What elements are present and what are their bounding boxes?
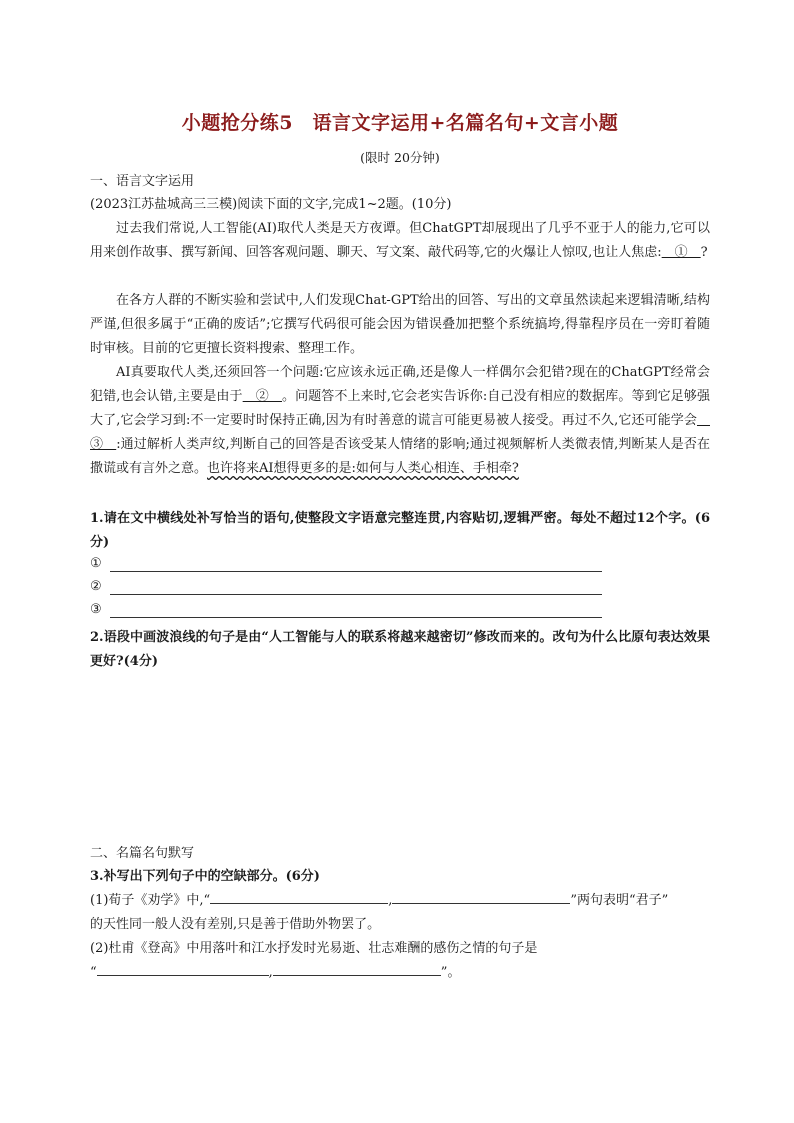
answer-label-2: ②: [90, 579, 102, 594]
paragraph-3: [90, 361, 710, 481]
question-3-1-cont: 的天性同一般人没有差别,只是善于借助外物罢了。: [90, 917, 381, 932]
blank-2: ②: [242, 389, 282, 404]
fill-blank-1[interactable]: [210, 889, 388, 904]
section1-heading: 一、语言文字运用: [90, 174, 195, 189]
blank-3: ③: [90, 413, 710, 452]
q3-2-open-quote: “: [90, 965, 97, 980]
q3-1-prefix: (1)荀子《劝学》中,“: [90, 893, 211, 908]
q3-1-sep: ,: [388, 893, 393, 908]
p1-end: ?: [700, 245, 708, 260]
answer-line-1[interactable]: [90, 556, 602, 578]
paragraph-1: [90, 217, 710, 265]
fill-blank-2[interactable]: [392, 889, 570, 904]
q3-1-suffix: ”两句表明“君子”: [570, 893, 669, 908]
page-title: 小题抢分练5 语言文字运用+名篇名句+文言小题: [181, 112, 619, 134]
section2-heading: 二、名篇名句默写: [90, 846, 195, 861]
p3-text-b: 。问题答不上来时,它会老实告诉你:自己没有相应的数据库。等到它足够强大了,它会学习到:不一定要时时保持正确,因为有时善意的谎言可能更易被人接受。再过不久,它还可能学会: [90, 389, 711, 428]
q3-2-close-quote: ”。: [440, 965, 461, 980]
question-3-2-blanks: [90, 961, 460, 985]
p3-text-a: AI真要取代人类,还须回答一个问题:它应该永远正确,还是像人一样偶尔会犯错?现在的ChatGPT经常会犯错,也会认错,主要是由于: [90, 365, 710, 404]
fill-blank-4[interactable]: [273, 961, 441, 976]
question-3-2: (2)杜甫《登高》中用落叶和江水抒发时光易逝、壮志难酬的感伤之情的句子是: [90, 941, 538, 956]
q3-2-sep: ,: [268, 965, 273, 980]
blank-1: ①: [661, 245, 701, 260]
wavy-sentence: 也许将来AI想得更多的是:如何与人类心相连、手相牵?: [207, 461, 519, 476]
answer-line-3[interactable]: [90, 602, 602, 624]
question-1: 1.请在文中横线处补写恰当的语句,使整段文字语意完整连贯,内容贴切,逻辑严密。每处不超过12个字。(6分): [90, 511, 710, 550]
question-3: 3.补写出下列句子中的空缺部分。(6分): [90, 869, 320, 884]
question-3-1: [90, 889, 710, 913]
paragraph-2: 在各方人群的不断实验和尝试中,人们发现Chat-GPT给出的回答、写出的文章虽然读起来逻辑清晰,结构严谨,但很多属于“正确的废话”;它撰写代码很可能会因为错误叠加把整个系统搞垮,得靠程序员在一旁盯着随时审核。目前的它更擅长资料搜索、整理工作。: [90, 293, 710, 356]
answer-label-1: ①: [90, 556, 102, 571]
answer-label-3: ③: [90, 602, 102, 617]
fill-blank-3[interactable]: [97, 961, 269, 976]
p1-text: 过去我们常说,人工智能(AI)取代人类是天方夜谭。但ChatGPT却展现出了几乎不亚于人的能力,它可以用来创作故事、撰写新闻、回答客观问题、聊天、写文案、敲代码等,它的火爆让人惊叹,也让人焦虑:: [90, 221, 710, 260]
question-2: 2.语段中画波浪线的句子是由“人工智能与人的联系将越来越密切”修改而来的。改句为什么比原句表达效果更好?(4分): [90, 630, 710, 669]
p3-text-c: :通过解析人类声纹,判断自己的回答是否该受某人情绪的影响;通过视频解析人类微表情,判断某人是否在撒谎或有言外之意。: [90, 437, 710, 476]
section1-source: (2023江苏盐城高三三模)阅读下面的文字,完成1~2题。(10分): [90, 197, 452, 212]
answer-line-2[interactable]: [90, 579, 602, 601]
time-limit: (限时 20分钟): [360, 150, 440, 165]
